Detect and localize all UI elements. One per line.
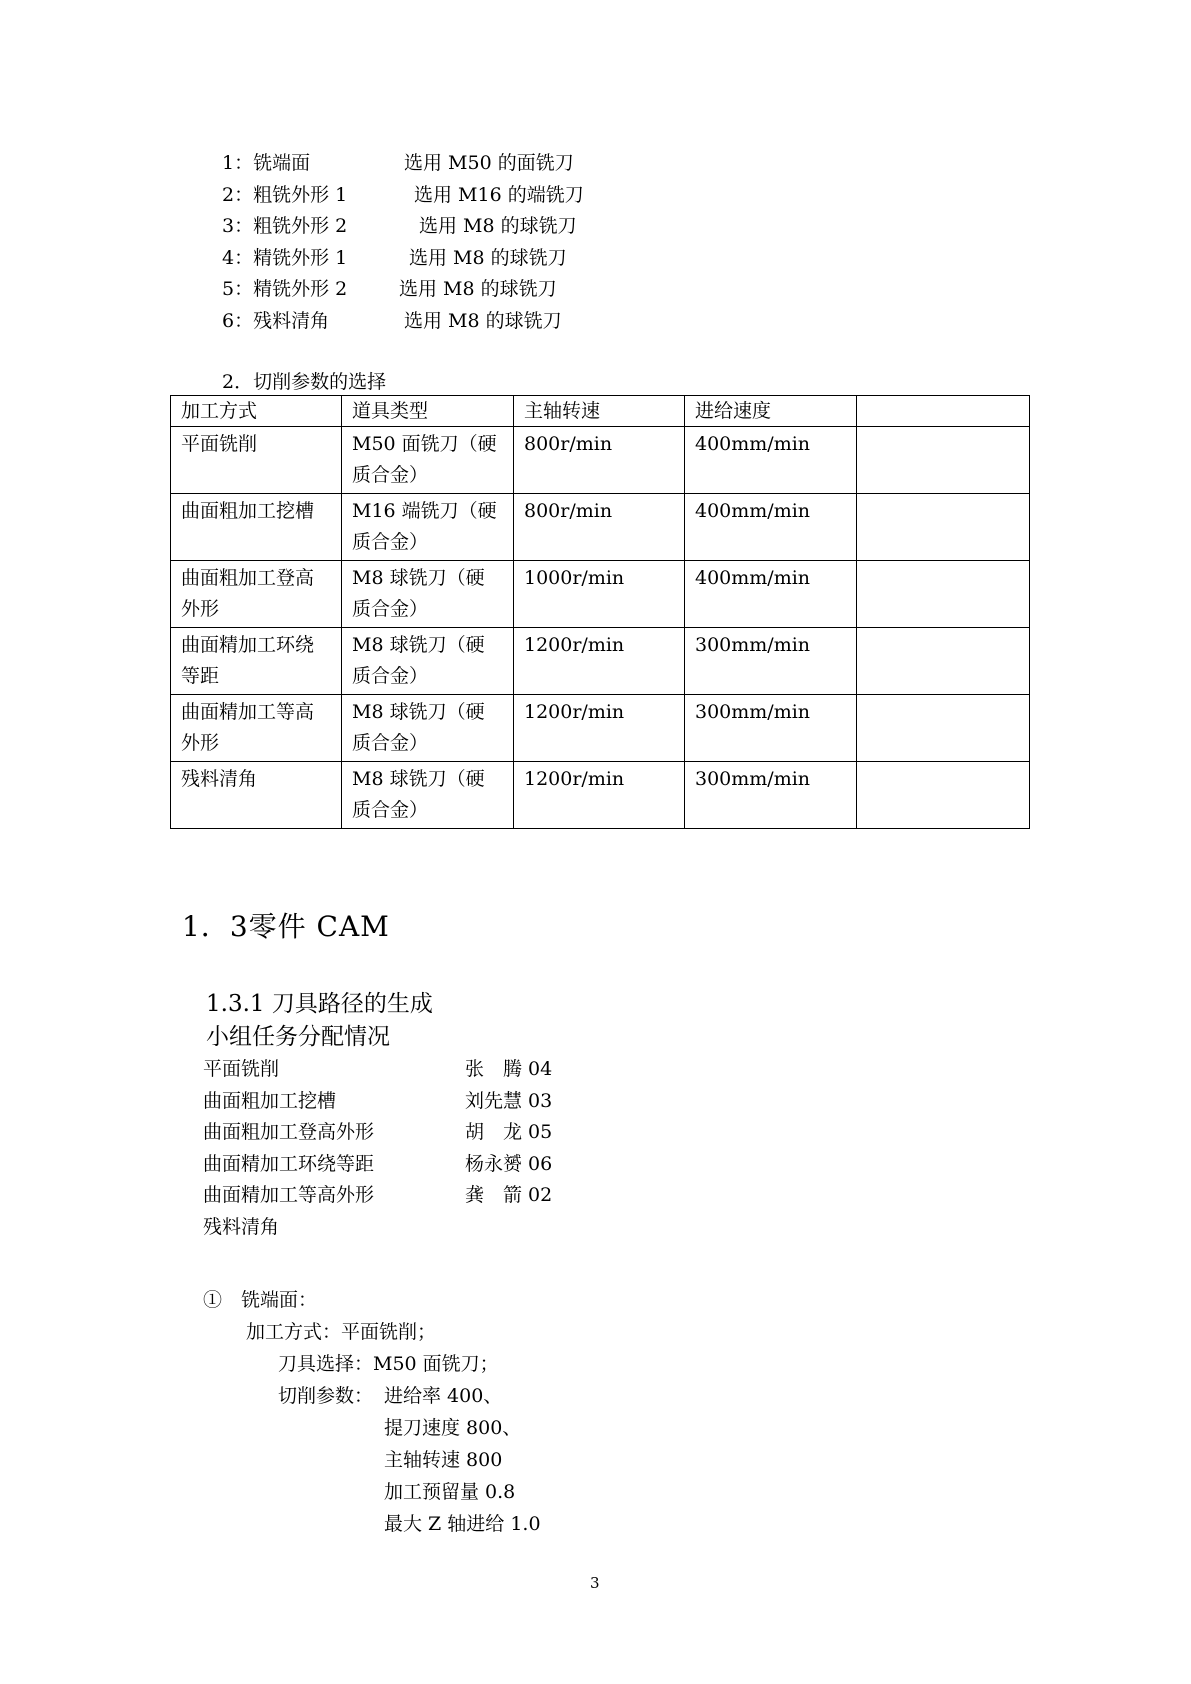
table-cell — [857, 762, 1030, 829]
table-header-row — [171, 396, 1030, 427]
table-cell: 300mm/min — [685, 762, 857, 829]
table-row — [171, 762, 1030, 829]
step-tool: 选用 M8 的球铣刀 — [409, 246, 567, 269]
assignment-task: 曲面精加工环绕等距 — [203, 1152, 375, 1175]
detail-param: 提刀速度 800、 — [384, 1417, 522, 1439]
table-cell: 平面铣削 — [171, 427, 342, 494]
assignment-task: 残料清角 — [203, 1215, 280, 1238]
table-row — [171, 427, 1030, 494]
assignment-member: 龚 箭 02 — [465, 1184, 553, 1206]
subsection-title: 1.3.1 刀具路径的生成 — [206, 991, 433, 1017]
table-cell — [857, 561, 1030, 628]
table-cell: 800r/min — [514, 427, 685, 494]
table-cell: M8 球铣刀（硬质合金） — [342, 561, 514, 628]
assignment-member: 张 腾 04 — [465, 1058, 553, 1080]
table-header-cell: 加工方式 — [171, 396, 342, 427]
params-heading: 2．切削参数的选择 — [222, 371, 387, 393]
table-cell — [857, 494, 1030, 561]
section-title: 1．3零件 CAM — [182, 910, 390, 943]
detail-method: 加工方式：平面铣削； — [246, 1321, 437, 1343]
table-cell: M8 球铣刀（硬质合金） — [342, 695, 514, 762]
step-tool: 选用 M8 的球铣刀 — [419, 215, 577, 237]
table-cell: M50 面铣刀（硬质合金） — [342, 427, 514, 494]
detail-param: 最大 Z 轴进给 1.0 — [384, 1513, 541, 1535]
table-cell: 曲面精加工等高外形 — [171, 695, 342, 762]
table-cell: 400mm/min — [685, 494, 857, 561]
table-cell: 800r/min — [514, 494, 685, 561]
assignment-task: 平面铣削 — [203, 1058, 280, 1080]
detail-step-label: ① 铣端面： — [203, 1289, 318, 1311]
table-cell — [857, 628, 1030, 695]
table-header-cell: 进给速度 — [685, 396, 857, 427]
assignment-member: 胡 龙 05 — [465, 1121, 553, 1143]
detail-params-label: 切削参数： — [278, 1385, 374, 1407]
table-cell: 曲面粗加工挖槽 — [171, 494, 342, 561]
step-operation: 4：精铣外形 1 — [222, 246, 348, 269]
table-cell: 1200r/min — [514, 695, 685, 762]
table-row — [171, 494, 1030, 561]
step-operation: 6：残料清角 — [222, 309, 330, 332]
step-operation: 5：精铣外形 2 — [222, 278, 348, 300]
assignment-member: 杨永赟 06 — [465, 1152, 553, 1175]
table-header-cell: 道具类型 — [342, 396, 514, 427]
table-cell: 1200r/min — [514, 762, 685, 829]
table-cell — [857, 427, 1030, 494]
table-cell: 300mm/min — [685, 628, 857, 695]
table-cell: 1000r/min — [514, 561, 685, 628]
step-operation: 3：粗铣外形 2 — [222, 215, 348, 237]
table-cell: 曲面粗加工登高外形 — [171, 561, 342, 628]
table-cell: 1200r/min — [514, 628, 685, 695]
detail-param: 加工预留量 0.8 — [384, 1481, 516, 1503]
table-cell: 400mm/min — [685, 561, 857, 628]
assignment-member: 刘先慧 03 — [465, 1089, 553, 1112]
table-cell: M8 球铣刀（硬质合金） — [342, 762, 514, 829]
table-header-cell: 主轴转速 — [514, 396, 685, 427]
table-cell: 300mm/min — [685, 695, 857, 762]
table-cell: M8 球铣刀（硬质合金） — [342, 628, 514, 695]
cutting-params-table — [170, 395, 1030, 829]
table-cell: M16 端铣刀（硬质合金） — [342, 494, 514, 561]
table-row — [171, 628, 1030, 695]
step-tool: 选用 M50 的面铣刀 — [404, 152, 574, 174]
detail-tool: 刀具选择：M50 面铣刀； — [278, 1353, 499, 1375]
page-number: 3 — [590, 1574, 600, 1592]
step-operation: 1：铣端面 — [222, 152, 311, 174]
step-operation: 2：粗铣外形 1 — [222, 183, 348, 206]
table-cell — [857, 695, 1030, 762]
table-row — [171, 695, 1030, 762]
table-row — [171, 561, 1030, 628]
assignment-task: 曲面粗加工登高外形 — [203, 1121, 375, 1143]
assignment-task: 曲面精加工等高外形 — [203, 1184, 375, 1206]
step-tool: 选用 M8 的球铣刀 — [404, 309, 562, 332]
table-cell: 残料清角 — [171, 762, 342, 829]
step-tool: 选用 M16 的端铣刀 — [414, 183, 584, 206]
detail-param: 进给率 400、 — [384, 1385, 503, 1407]
table-cell: 400mm/min — [685, 427, 857, 494]
group-assignment-title: 小组任务分配情况 — [206, 1024, 390, 1050]
step-tool: 选用 M8 的球铣刀 — [399, 278, 557, 300]
table-header-cell — [857, 396, 1030, 427]
detail-param: 主轴转速 800 — [384, 1449, 503, 1471]
table-cell: 曲面精加工环绕等距 — [171, 628, 342, 695]
assignment-task: 曲面粗加工挖槽 — [203, 1089, 337, 1112]
